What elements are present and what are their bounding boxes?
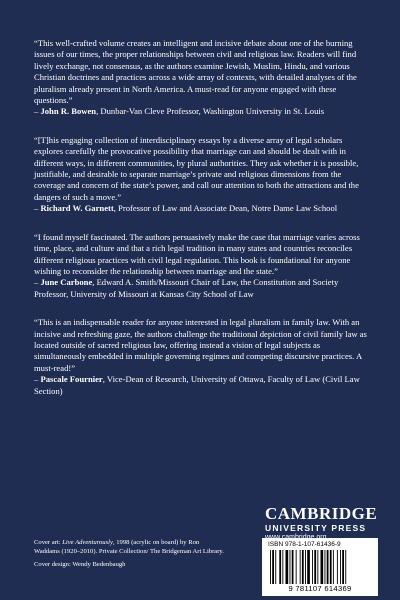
isbn-label: ISBN 978-1-107-61436-9 xyxy=(268,541,341,548)
endorsement-attribution: – Richard W. Garnett, Professor of Law and Associate Dean, Notre Dame Law School xyxy=(34,203,338,214)
endorsement-2 xyxy=(34,135,372,215)
endorsement-attribution: – Pascale Fournier, Vice-Dean of Research, University of Ottawa, Faculty of Law (Civil Law Section) xyxy=(34,374,360,396)
endorser-name: Pascale Fournier xyxy=(40,374,103,385)
endorsement-1 xyxy=(34,38,372,118)
publisher-name: CAMBRIDGE xyxy=(265,504,378,523)
endorsement-attribution: – John R. Bowen, Dunbar-Van Cleve Professor, Washington University in St. Louis xyxy=(34,106,325,117)
cover-art-credit: Cover art: Live Adventurously, 1998 (acrylic on board) by Ron Waddams (1920–2010). Private Collection/ The Bridgeman Art Library. xyxy=(34,539,224,555)
publisher-subtitle: UNIVERSITY PRESS xyxy=(265,523,367,533)
endorsement-4 xyxy=(34,317,372,397)
barcode-bars xyxy=(270,550,370,584)
back-cover-text xyxy=(34,38,372,414)
endorser-name: Richard W. Garnett xyxy=(40,203,114,214)
endorser-title: , Dunbar-Van Cleve Professor, Washington University in St. Louis xyxy=(96,106,325,117)
endorser-title: , Vice-Dean of Research, University of Ottawa, Faculty of Law (Civil Law Section) xyxy=(34,374,360,396)
barcode-digits: 9 781107 614369 xyxy=(288,584,352,593)
endorsement-attribution: – June Carbone, Edward A. Smith/Missouri Chair of Law, the Constitution and Society Professor, University of Missouri at Kansas City School of Law xyxy=(34,277,339,299)
endorsement-text: “[T]his engaging collection of interdisciplinary essays by a diverse array of legal scholars explores carefully the provocative possibility that marriage can and should be dealt with in different ways, in different communities, by plural authorities. They ask whether it is possible, justifiable, and desirable to separate marriage’s private and religious dimensions from the coverage and concern of the state’s power, and call our attention to both the attractions and the dangers of such a move.” xyxy=(34,134,359,202)
endorsement-text: “This is an indispensable reader for anyone interested in legal pluralism in family law. With an incisive and refreshing gaze, the authors challenge the traditional depiction of civil family law as located outside of sacred religious law, offering instead a vision of legal subjects as simultaneously embedded in multiple governing regimes and competing discursive practices. A must-read!” xyxy=(34,317,367,373)
endorsement-text: “This well-crafted volume creates an intelligent and incisive debate about one of the burning issues of our times, the proper relationships between civil and religious law. Readers will find lively exchange, not consensus, as the authors examine Jewish, Muslim, Hindu, and various Christian doctrines and practices across a wide array of contexts, with detailed analyses of the pluralism already present in North America. A must-read for anyone engaged with these questions.” xyxy=(34,38,357,106)
endorser-name: John R. Bowen xyxy=(40,106,97,117)
publisher-logo xyxy=(265,505,385,542)
cover-credits xyxy=(34,538,224,569)
cover-design-credit: Cover design: Wendy Bedenbaugh xyxy=(34,561,126,568)
endorser-name: June Carbone xyxy=(40,277,93,288)
endorser-title: , Edward A. Smith/Missouri Chair of Law, the Constitution and Society Professor, University of Missouri at Kansas City School of Law xyxy=(34,277,339,299)
artwork-title: Live Adventurously xyxy=(62,539,113,546)
endorsement-text: “I found myself fascinated. The authors persuasively make the case that marriage varies across time, place, and culture and that a rich legal tradition in many states and countries reconciles different religious practices with civil legal regulation. This book is foundational for anyone wishing to reconsider the relationship between marriage and the state.” xyxy=(34,231,360,276)
endorser-title: , Professor of Law and Associate Dean, Notre Dame Law School xyxy=(113,203,338,214)
endorsement-3 xyxy=(34,232,372,300)
isbn-barcode xyxy=(262,538,378,596)
